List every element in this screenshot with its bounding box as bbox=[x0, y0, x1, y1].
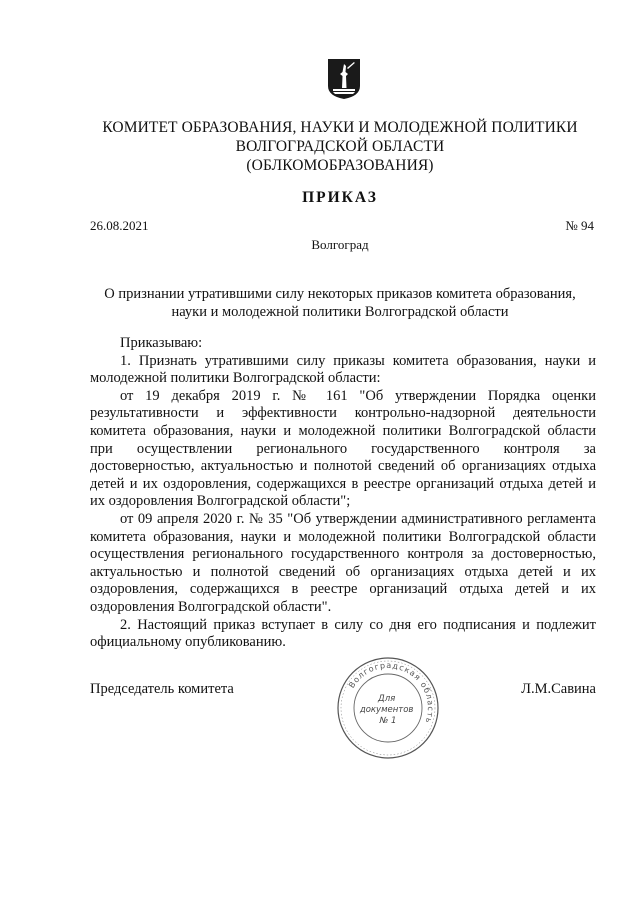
stamp-center-line: № 1 bbox=[379, 716, 397, 726]
signatory-name: Л.М.Савина bbox=[521, 681, 596, 697]
stamp-center-line: документов bbox=[359, 705, 414, 715]
document-subject bbox=[60, 285, 620, 321]
org-line: КОМИТЕТ ОБРАЗОВАНИЯ, НАУКИ И МОЛОДЕЖНОЙ ПОЛИТИКИ bbox=[102, 119, 578, 136]
body-paragraph: 2. Настоящий приказ вступает в силу со дня его подписания и подлежит официальному опубликованию. bbox=[90, 616, 596, 651]
body-paragraph: от 19 декабря 2019 г. № 161 "Об утверждении Порядка оценки результативности и эффективности контрольно-надзорной деятельности комитета образования, науки и молодежной политики Волгоградской области при осуществлении регионального государственного контроля за достоверностью, актуальностью и полнотой сведений об организациях отдыха детей и их оздоровления, содержащихся в реестре организаций отдыха детей и их оздоровления Волгоградской области"; bbox=[90, 387, 596, 510]
subject-line: науки и молодежной политики Волгоградской области bbox=[171, 304, 509, 320]
document-number: № 94 bbox=[565, 218, 594, 233]
organization-name bbox=[60, 118, 620, 175]
official-seal-stamp bbox=[334, 654, 442, 762]
stamp-ring-text: Волгоградская область bbox=[346, 660, 436, 725]
coat-of-arms-emblem bbox=[327, 58, 361, 100]
document-city: Волгоград bbox=[311, 237, 369, 252]
org-line: (ОБЛКОМОБРАЗОВАНИЯ) bbox=[246, 157, 434, 174]
signatory-position: Председатель комитета bbox=[90, 681, 234, 697]
body-paragraph: от 09 апреля 2020 г. № 35 "Об утверждении административного регламента комитета образования, науки и молодежной политики Волгоградской области осуществления регионального государственного контроля за достоверностью, актуальностью и полнотой сведений об организациях отдыха детей и их оздоровления, содержащихся в реестре организаций отдыха детей и их оздоровления Волгоградской области". bbox=[90, 510, 596, 615]
body-paragraph: Приказываю: bbox=[120, 335, 203, 351]
stamp-center-line: Для bbox=[378, 694, 396, 704]
document-date: 26.08.2021 bbox=[90, 218, 149, 233]
document-type-title: ПРИКАЗ bbox=[302, 189, 378, 206]
body-paragraph: 1. Признать утратившими силу приказы комитета образования, науки и молодежной политики Волгоградской области: bbox=[90, 352, 596, 387]
svg-text:Для документов № 1 bbox=[359, 694, 416, 726]
subject-line: О признании утратившими силу некоторых приказов комитета образования, bbox=[104, 286, 576, 302]
org-line: ВОЛГОГРАДСКОЙ ОБЛАСТИ bbox=[235, 138, 445, 155]
document-body bbox=[90, 335, 596, 652]
